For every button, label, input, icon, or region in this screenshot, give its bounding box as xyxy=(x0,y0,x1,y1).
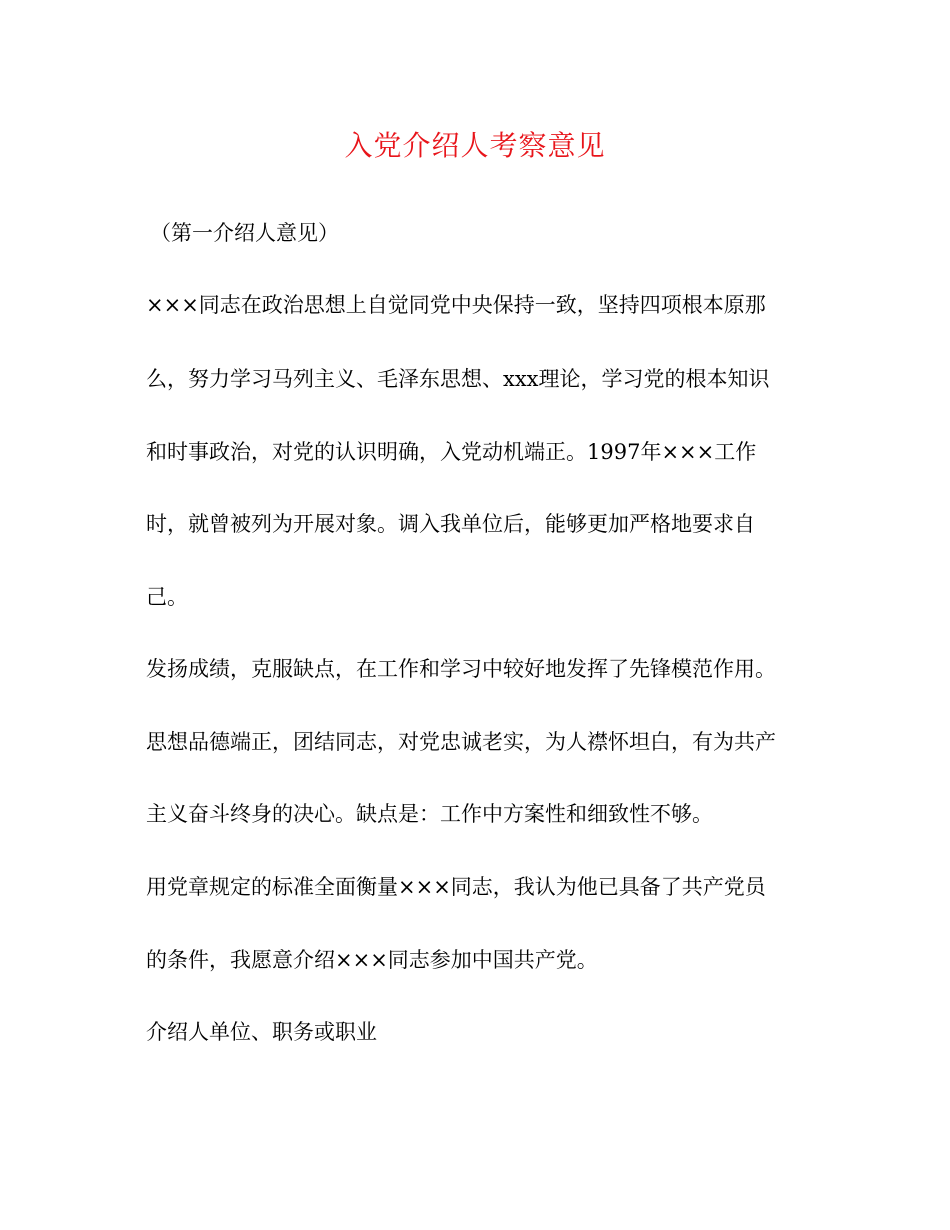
paragraph-line: 发扬成绩，克服缺点，在工作和学习中较好地发挥了先锋模范作用。 xyxy=(146,657,776,681)
paragraph-line: 时，就曾被列为开展对象。调入我单位后，能够更加严格地要求自 xyxy=(146,512,755,536)
section-label: （第一介绍人意见） xyxy=(150,221,339,245)
paragraph-line: 和时事政治，对党的认识明确，入党动机端正。1997年×××工作 xyxy=(146,440,757,464)
paragraph-line: 思想品德端正，团结同志，对党忠诚老实，为人襟怀坦白，有为共产 xyxy=(146,730,776,754)
paragraph-line: 用党章规定的标准全面衡量×××同志，我认为他已具备了共产党员 xyxy=(146,875,766,899)
document-title: 入党介绍人考察意见 xyxy=(344,129,606,162)
paragraph-line: 己。 xyxy=(146,585,188,609)
paragraph-line: 的条件，我愿意介绍×××同志参加中国共产党。 xyxy=(146,948,598,972)
signature-field-label: 介绍人单位、职务或职业 xyxy=(146,1020,377,1044)
paragraph-line: 主义奋斗终身的决心。缺点是：工作中方案性和细致性不够。 xyxy=(146,802,713,826)
paragraph-line: ×××同志在政治思想上自觉同党中央保持一致，坚持四项根本原那 xyxy=(146,293,766,317)
paragraph-line: 么，努力学习马列主义、毛泽东思想、xxx理论，学习党的根本知识 xyxy=(146,367,770,391)
